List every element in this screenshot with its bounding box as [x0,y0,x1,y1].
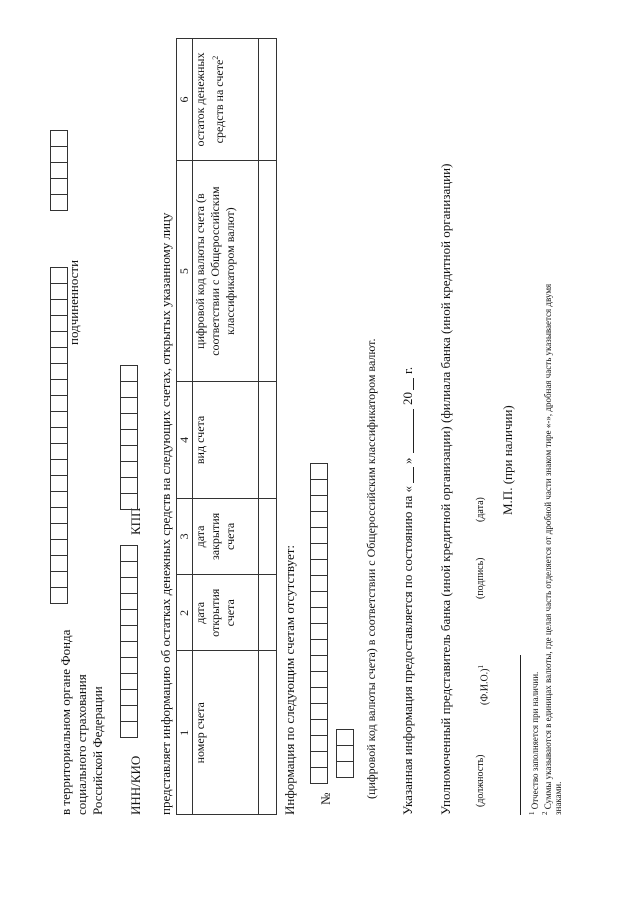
month-field[interactable] [413,409,414,453]
inn-boxes[interactable] [120,545,138,737]
footnote-1 [527,672,541,815]
as-of-year-suffix: г. [400,366,415,374]
representative-label: Уполномоченный представитель банка (иной кредитной организации) (филиала банка (иной кредитной организации) [438,163,453,815]
missing-account-boxes[interactable] [310,463,328,783]
footnote-2-cont: знаками. [553,781,563,815]
footnote-1-mark: 1 [528,811,536,815]
col-header-account-number: номер счета [193,651,259,815]
stamp-label: М.П. (при наличии) [500,405,515,515]
fio-caption [475,665,491,705]
footnote-ref-2: 2 [211,55,220,60]
number-sign: № [318,792,333,805]
col-number-1: 1 [177,651,193,815]
footnote-ref-1: 1 [477,664,485,669]
fund-line-3: Российской Федерации [90,686,105,815]
data-cell[interactable] [259,161,277,382]
intro-text: представляет информацию об остатках денежных средств на следующих счетах, открытых указанному лицу [158,212,173,815]
data-cell[interactable] [259,39,277,161]
missing-info-label: Информация по следующим счетам отсутствует: [282,544,297,815]
data-cell[interactable] [259,382,277,499]
data-cell[interactable] [259,575,277,651]
col-header-open-date: дата открытия счета [193,575,259,651]
footnote-2-text: Суммы указываются в единицах валюты, где целая часть отделяется от дробной части знаком тире «-», дробная часть указывается двумя [543,283,553,810]
col-header-balance [193,39,259,161]
data-cell[interactable] [259,498,277,574]
col-number-2: 2 [177,575,193,651]
inn-label: ИНН/КИО [128,755,143,815]
col-number-3: 3 [177,498,193,574]
footnote-1-text: Отчество заполняется при наличии. [530,671,540,810]
col-number-5: 5 [177,161,193,382]
year-field[interactable] [413,378,414,390]
col-number-6: 6 [177,39,193,161]
currency-code-boxes[interactable] [336,729,354,777]
fio-caption-text: (Ф.И.О.) [479,668,491,705]
date-caption: (дата) [475,497,486,522]
accounts-table [176,38,277,815]
col-header-currency-code: цифровой код валюты счета (в соответствии с Общероссийским классификатором валют) [193,161,259,382]
subordination-label: подчиненности [66,259,81,345]
data-cell[interactable] [259,651,277,815]
col-header-account-type: вид счета [193,382,259,499]
signature-caption: (подпись) [475,557,486,599]
col-number-4: 4 [177,382,193,499]
fund-line-1: в территориальном органе Фонда [58,629,73,815]
footnote-2-mark: 2 [541,811,549,815]
footnote-divider [520,655,521,815]
missing-info-caption: (цифровой код валюты счета) в соответствии с Общероссийским классификатором валют. [364,338,378,799]
as-of-quote-close: » [400,457,415,464]
kpp-label: КПП [128,507,143,535]
footnote-2 [540,284,554,815]
position-caption: (должность) [475,754,486,807]
day-field[interactable] [413,467,414,483]
kpp-boxes[interactable] [120,365,138,509]
fund-line-2: социального страхования [74,674,89,815]
as-of-year-prefix: 20 [400,392,415,405]
col-header-balance-text: остаток денежных средств на счете [193,52,226,147]
subordination-boxes[interactable] [50,130,68,210]
as-of-text: Указанная информация предоставляется по состоянию на « [400,485,415,815]
col-header-close-date: дата закрытия счета [193,498,259,574]
